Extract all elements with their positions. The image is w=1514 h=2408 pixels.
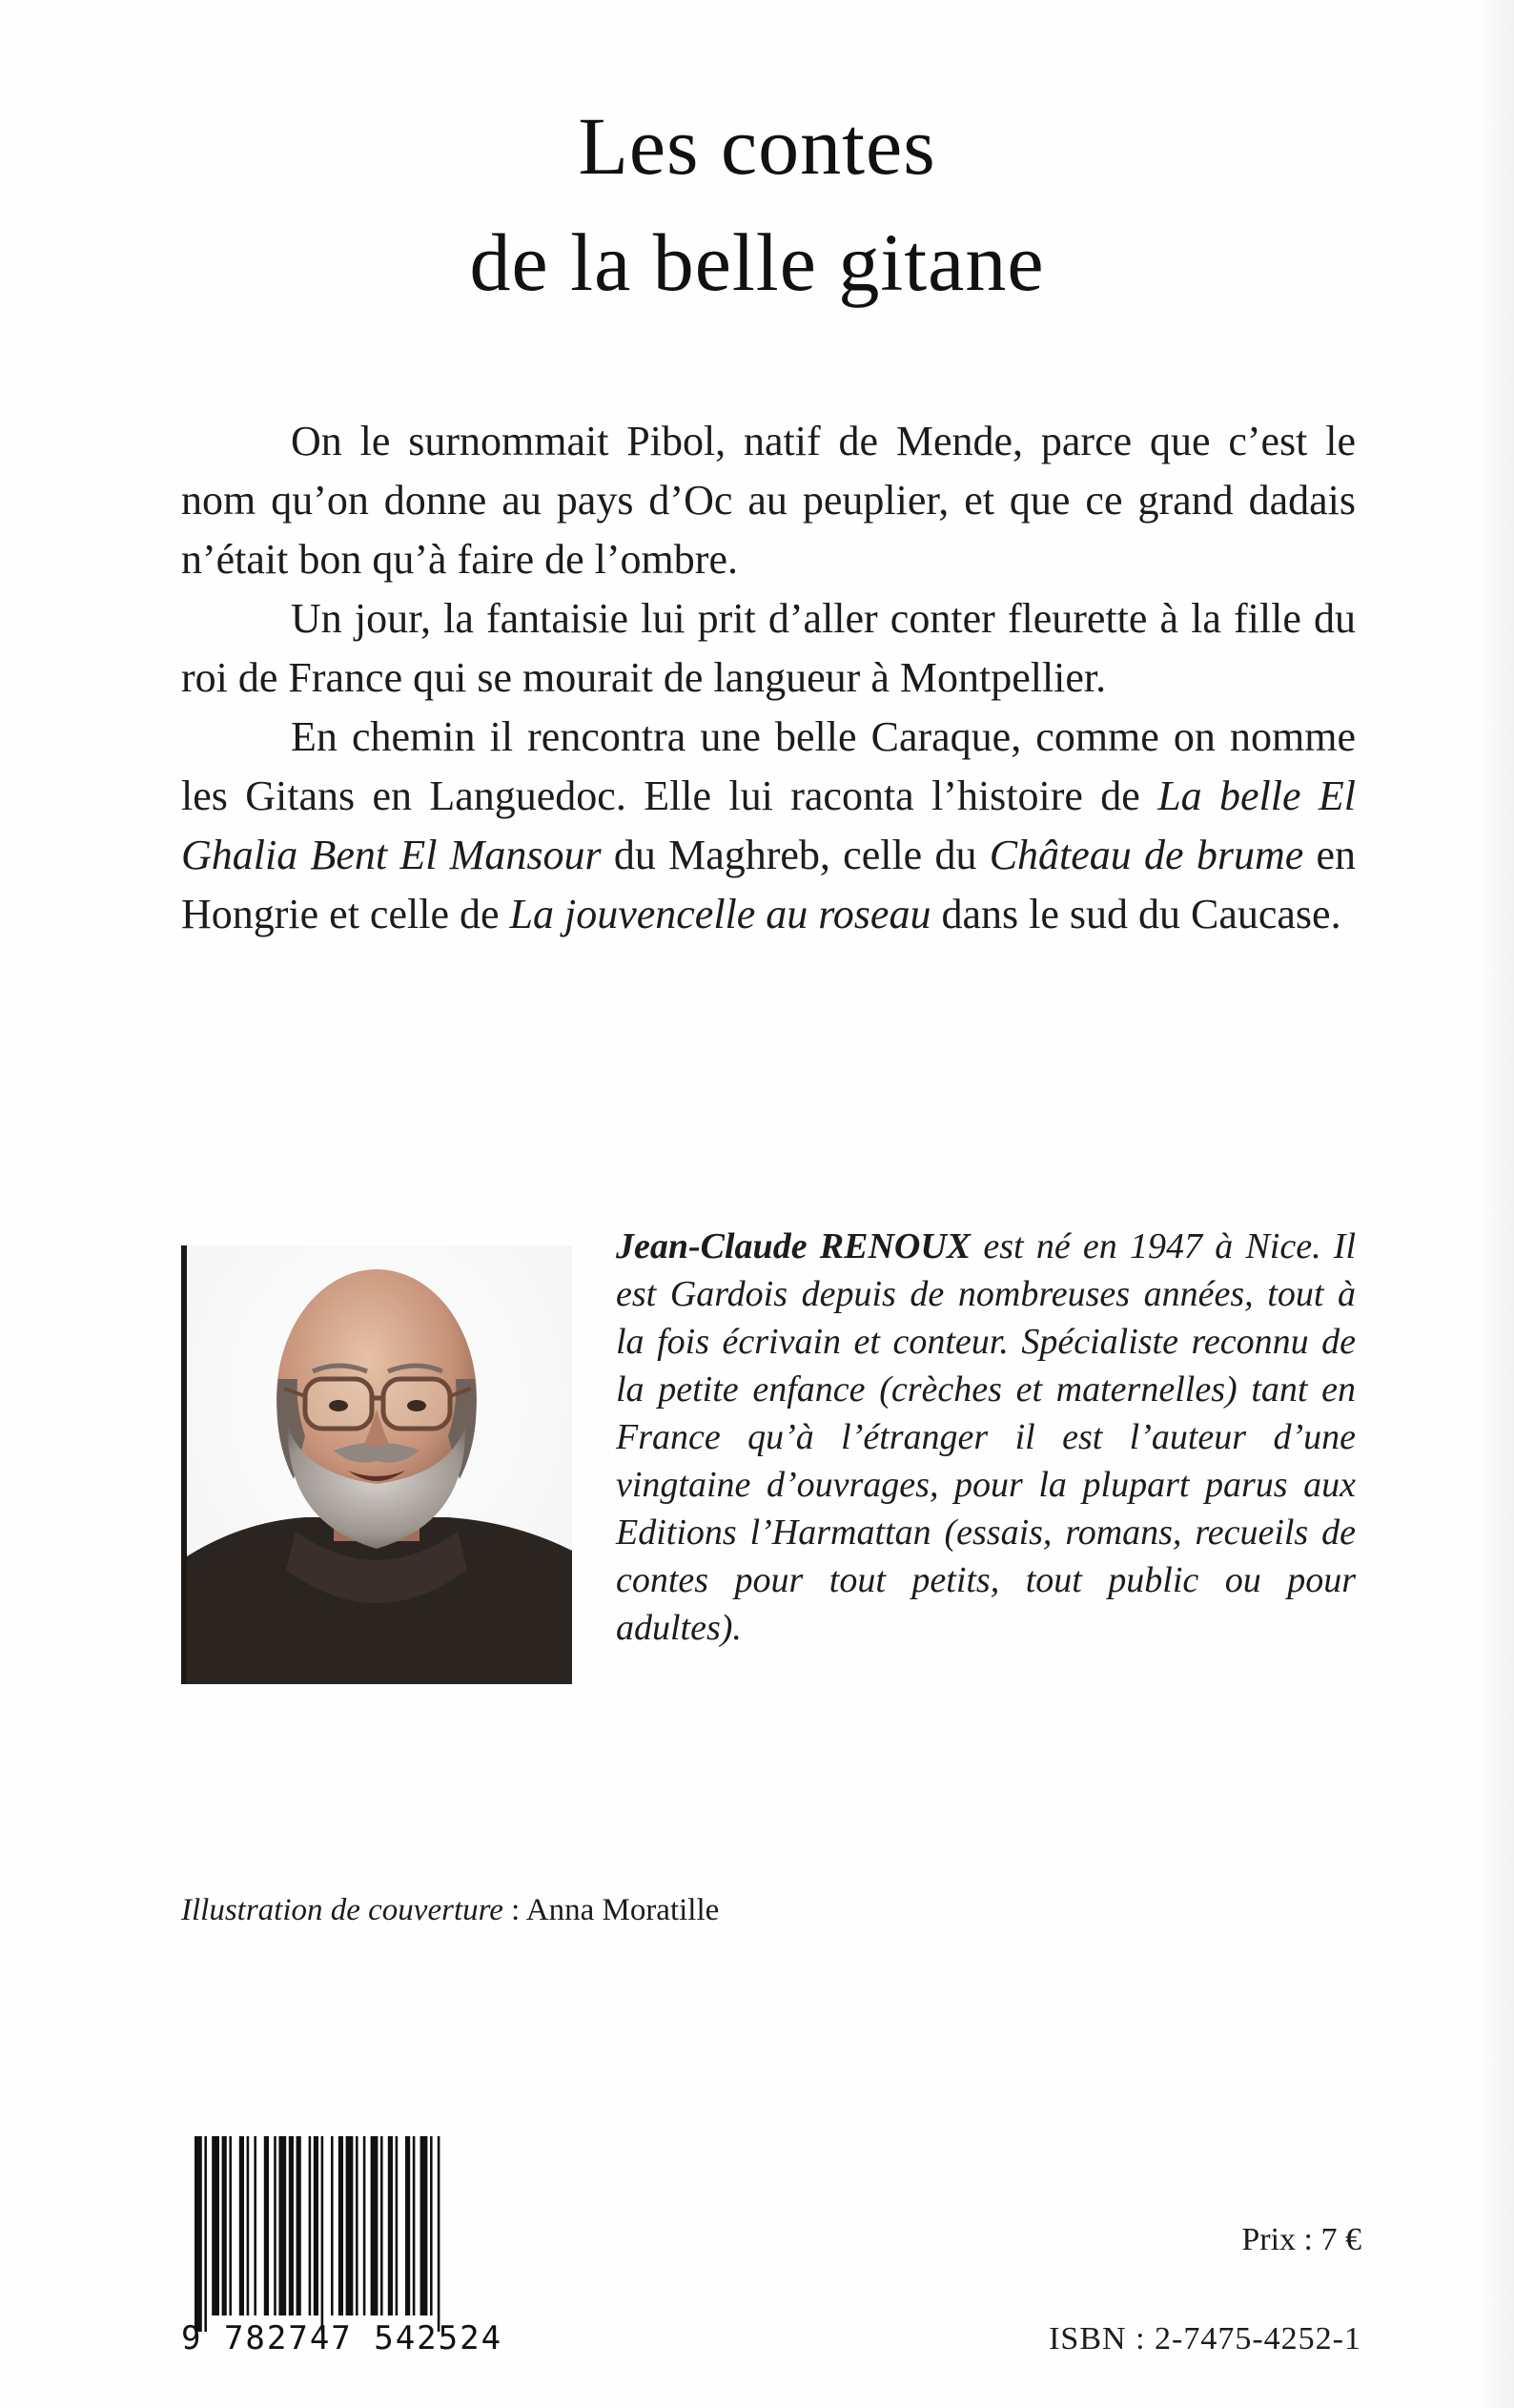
author-bio-text: est né en 1947 à Nice. Il est Gardois depuis de nombreuses années, tout à la fois écrivain et conteur. Spécialiste reconnu de la petite enfance (crèches et maternelles) tant en France qu’à l’étranger il est l’auteur d’une vingtaine d’ouvrages, pour la plupart parus aux Editions l’Harmattan (essais, romans, recueils de contes pour tout petits, tout public ou pour adultes).	[616, 1226, 1357, 1648]
barcode-bar	[396, 2136, 399, 2315]
barcode-bar	[264, 2136, 269, 2315]
barcode-bar	[297, 2136, 301, 2315]
summary-text-b: du Maghreb, celle du	[613, 832, 977, 878]
book-summary	[181, 412, 1356, 944]
scan-edge	[1476, 0, 1514, 2408]
barcode-bar	[194, 2136, 202, 2332]
barcode-bar	[346, 2136, 354, 2315]
story-title-2: Château de brume	[989, 832, 1304, 878]
barcode-bar	[405, 2136, 410, 2315]
story-title-3: La jouvencelle au roseau	[509, 891, 931, 937]
barcode-bar	[380, 2136, 383, 2315]
barcode-bar	[420, 2136, 428, 2315]
author-photo	[181, 1245, 572, 1684]
barcode-digits: 9 782747 542524	[181, 2319, 503, 2357]
price: Prix : 7 €	[1241, 2222, 1361, 2257]
summary-paragraph-2: Un jour, la fantaisie lui prit d’aller conter fleurette à la fille du roi de France qui se mourait de langueur à Montpellier.	[181, 595, 1356, 701]
barcode-bar	[212, 2136, 219, 2315]
barcode-bar	[239, 2136, 244, 2315]
isbn: ISBN : 2-7475-4252-1	[1049, 2321, 1361, 2357]
author-portrait-illustration	[181, 1245, 572, 1684]
author-name: Jean-Claude RENOUX	[616, 1226, 972, 1266]
barcode-bar	[321, 2136, 324, 2332]
cover-illustration-credit	[181, 1893, 719, 1928]
summary-paragraph-1: On le surnommait Pibol, natif de Mende, parce que c’est le nom qu’on donne au pays d’Oc au peuplier, et que ce grand dadais n’était bon qu’à faire de l’ombre.	[181, 418, 1356, 583]
barcode-bar	[247, 2136, 250, 2315]
barcode-bar	[222, 2136, 227, 2315]
barcode-bar	[338, 2136, 343, 2315]
summary-paragraph-3	[181, 708, 1356, 944]
book-title	[0, 88, 1514, 320]
barcode-bar	[229, 2136, 232, 2315]
barcode-bar	[289, 2136, 294, 2315]
credit-name: Anna Moratille	[525, 1893, 720, 1927]
summary-text-d: dans le sud du Caucase.	[941, 891, 1341, 937]
credit-separator: :	[502, 1893, 526, 1927]
story-title-1: La belle El Ghalia Bent El Mansour	[181, 772, 1356, 878]
barcode-bars	[181, 2136, 534, 2317]
barcode-bar	[331, 2136, 334, 2315]
book-title-line-1: Les contes	[578, 100, 936, 192]
barcode-bar	[438, 2136, 440, 2332]
barcode-bar	[413, 2136, 416, 2315]
barcode-bar	[278, 2136, 286, 2315]
barcode-bar	[356, 2136, 358, 2315]
barcode-bar	[388, 2136, 393, 2315]
barcode	[181, 2136, 534, 2356]
book-title-line-2: de la belle gitane	[469, 216, 1045, 308]
barcode-bar	[274, 2136, 276, 2315]
barcode-bar	[371, 2136, 378, 2315]
barcode-bar	[204, 2136, 207, 2332]
barcode-bar	[314, 2136, 318, 2315]
barcode-bar	[363, 2136, 366, 2315]
summary-text-c: en Hongrie et celle de	[181, 832, 1357, 937]
barcode-bar	[254, 2136, 256, 2315]
credit-label: Illustration de couverture	[181, 1893, 503, 1927]
barcode-bar	[430, 2136, 433, 2315]
barcode-bar	[309, 2136, 312, 2315]
author-biography	[616, 1223, 1356, 1652]
summary-text-a: En chemin il rencontra une belle Caraque, comme on nomme les Gitans en Languedoc. Elle lui raconta l’histoire de	[181, 713, 1356, 819]
